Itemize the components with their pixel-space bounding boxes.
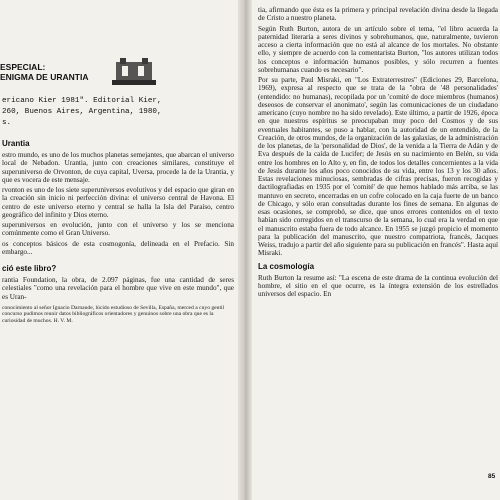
right-column — [258, 6, 498, 300]
page-number: 85 — [488, 473, 496, 480]
section-heading: Urantia — [2, 139, 30, 148]
paragraph: Según Ruth Burton, autora de un artículo sobre el tema, "el libro acuerda la paternidad literaria a seres divinos y sobrehumanos, que, naturalmente, tuvieron acceso a cierta información que no está al alcance de los mortales. No obstante ello, y siempre de acuerdo con la comentarista Burton, "los autores utilizan todos los conceptos e información humanos posibles, y sólo recurren a fuentes sobrehumanas cuando es necesario". — [258, 24, 498, 74]
section-heading: La cosmología — [258, 261, 315, 271]
biblio-line: s. — [2, 119, 12, 127]
header-line: ESPECIAL: — [0, 62, 46, 72]
paragraph: tia, afirmando que ésta es la primera y principal revelación divina desde la llegada de Cristo a nuestro planeta. — [258, 6, 498, 23]
footnote: conocimiento al señor Ignacio Darnaude, lúcido estudioso de Sevilla, España, merced a cuyo gentil concurso pudimos reunir datos bibliográficos orientadores y genuinos sobre una obra que es la curiosidad de muchos. H. V. M. — [2, 304, 225, 324]
biblio-line: 260, Buenos Aires, Argentina, 1980, — [2, 108, 162, 116]
biblio-line: ericano Kier 1981". Editorial Kier, — [2, 97, 162, 105]
paragraph: superuniversos en evolución, junto con el universo y los se menciona comúnmente como el Gran Universo. — [2, 221, 234, 238]
paragraph: rantia Foundation, la obra, de 2.097 páginas, fue una cantidad de seres celestiales "como una revelación para el hombre que vive en este mundo", que es Uran- — [2, 276, 234, 301]
header-line: ENIGMA DE URANTIA — [0, 72, 89, 82]
paragraph: Por su parte, Paul Misraki, en "Los Extraterrestres" (Ediciones 29, Barcelona, 1969), expresa al respecto que se trata de la "obra de '48 personalidades' (entendido: no humanas), recopilada por un 'comité de doce miembros (humanos) deseosos de conservar el anonimato', según las comunicaciones de un ciudadano americano (cuyo nombre no ha sido revelado). Este último, a partir de 1926, época en que nuestros espíritus se preocupaban muy poco del Cosmos y de sus eventuales habitantes, se puso a hablar, con la autoridad de un entendido, de la Creación, de otros mundos, de la organización de las galaxias, de la administración de los planetas, de la 'personalidad de Dios', de la venida a la Tierra de Adán y de Eva después de la caída de Lucifer; de Jesús en su nacimiento en Belén, su vida entre los hombres en lo Alto y, en fin, de todos los detalles concernientes a la vida de Jesús durante los años poco conocidos de su vida, entre los 13 y los 30 años. Estas revelaciones minuciosas, sembradas de cifras precisas, fueron recogidas y dactilografiadas en 1935 por el 'comité' de que hemos hablado más arriba, se las mantuvo en secreto, encerradas en un cofre colocado en la caja fuerte de un banco de Chicago, y sólo eran consultadas durante los fines de semana. En algunas de esas ocasiones, se comprobó, se dice, que unos errores contenidos en el texto habían sido corregidos en el transcurso de la semana, lo cual era la verdad en que el manuscrito estaba fuera de todo alcance. En 1955 se juzgó propicio el momento para la publicación del manuscrito, que nuestro compatriota, francés, Jacques Weiss, tradujo a partir del año siguiente para su publicación en francés". Hasta aquí Misraki. — [258, 76, 498, 258]
stamp-logo-icon — [108, 56, 160, 88]
book-gutter — [238, 0, 252, 500]
paragraph: os conceptos básicos de esta cosmogonía, delineada en el Prefacio. Sin embargo... — [2, 239, 234, 256]
paragraph: rvonton es uno de los siete superuniversos evolutivos y del espacio que giran en la creación sin inicio ni perfección divina: el universo central de Havona. El centro de este universo eterno y central se halla la Isla del Paraíso, centro geográfico del infinito y Dios eterno. — [2, 186, 234, 219]
paragraph: Ruth Burton la resume así: "La escena de este drama de la continua evolución del hombre, el sitio en el que ocurre, es la íntegra extensión de los estrellados universos del espacio. En — [258, 273, 498, 298]
special-header — [0, 62, 88, 82]
right-page — [252, 0, 500, 500]
paragraph: estro mundo, es uno de los muchos planetas semejantes, que abarcan el universo local de Nebadon. Urantia, junto con creaciones similares, constituye el superuniverso de Orvonton, de cuya capital, Uversa, procede la de la Urantia, y que es vocera de este mensaje. — [2, 151, 234, 184]
left-column — [2, 96, 234, 326]
section-heading: ció este libro? — [2, 264, 57, 273]
left-page — [0, 0, 238, 500]
